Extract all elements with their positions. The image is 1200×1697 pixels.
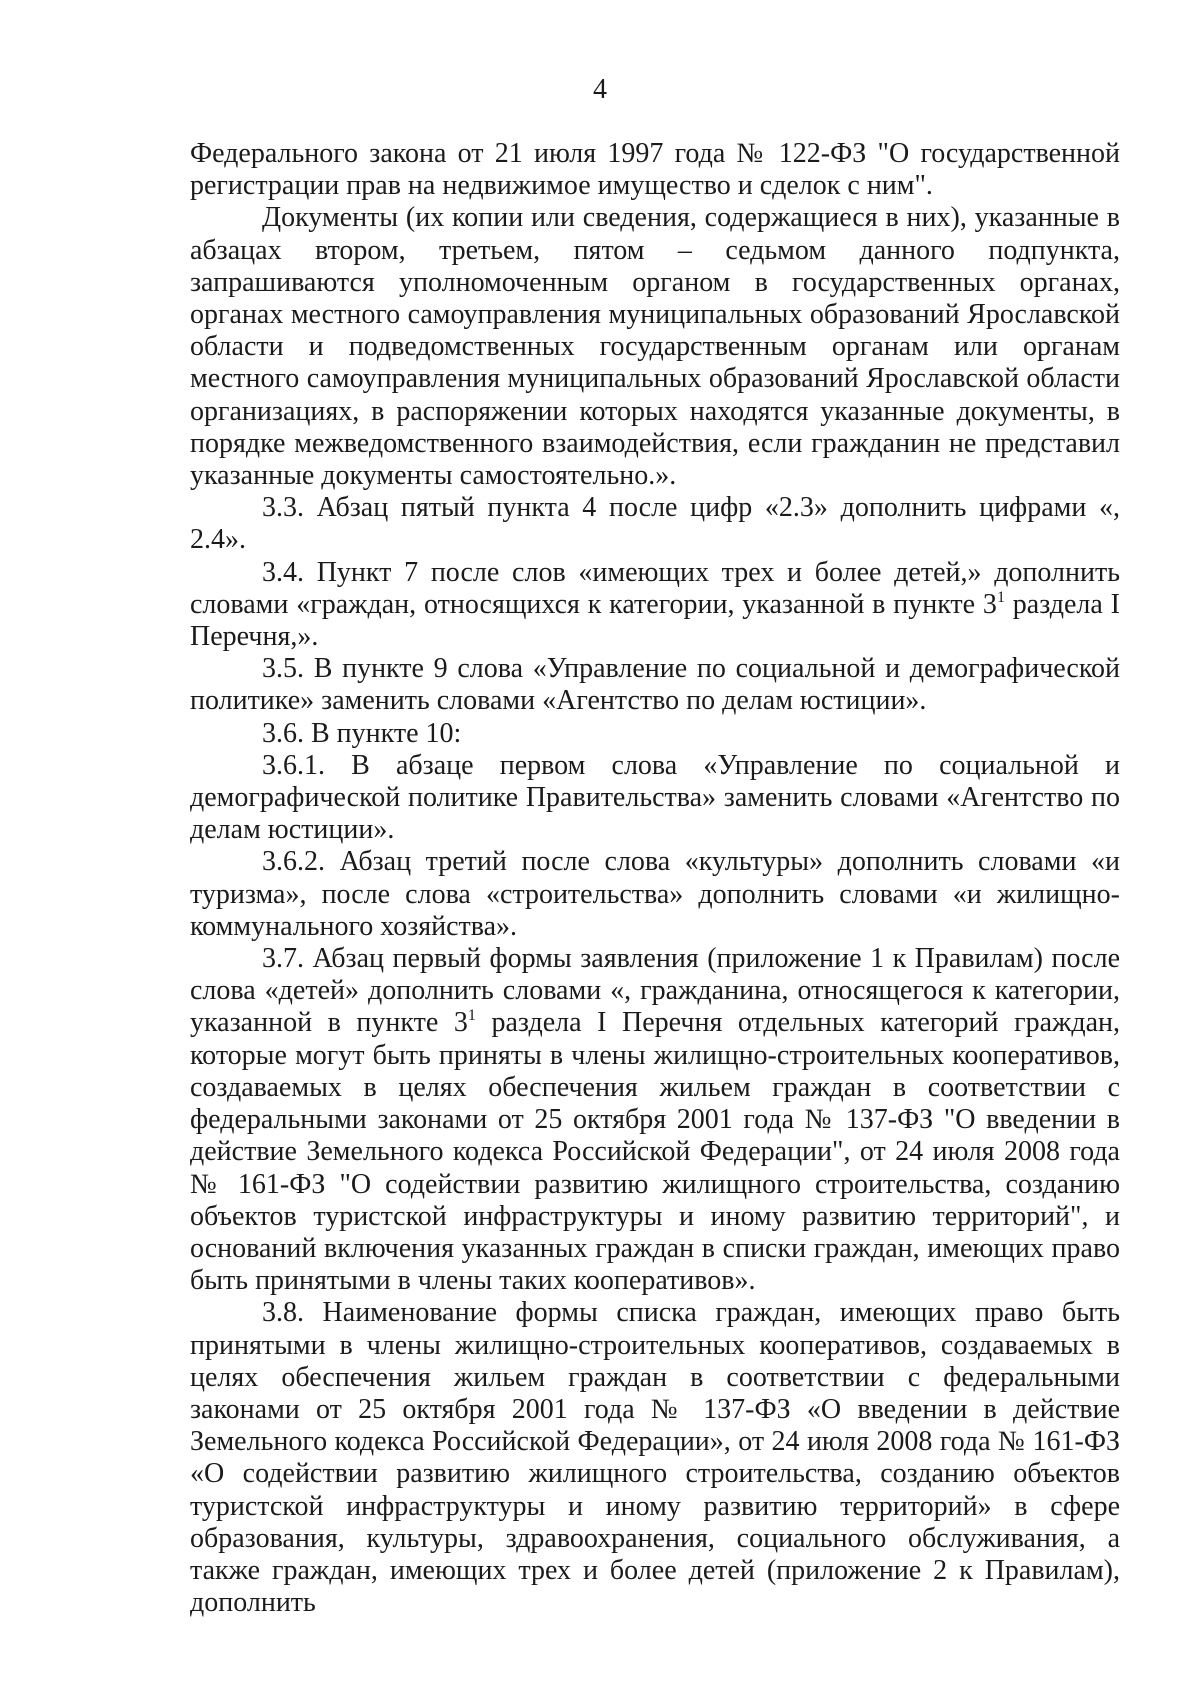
paragraph-3-4-superscript: 1 [996,588,1005,606]
paragraph-3-7-text-b: раздела I Перечня отдельных категорий граждан, которые могут быть приняты в члены жилищно-строительных кооперативов, создаваемых в целях обеспечения жильем граждан в соответствии с федеральными законами от 25 октября 2001 года № 137-ФЗ "О введении в действие Земельного кодекса Российской Федерации", от 24 июля 2008 года № 161-ФЗ "О содействии развитию жилищного строительства, созданию объектов туристской инфраструктуры и иному развитию территорий", и оснований включения указанных граждан в списки граждан, имеющих право быть принятыми в члены таких кооперативов». [190,1007,1121,1297]
paragraph-3-4-text-b: раздела I Перечня,». [190,588,1120,653]
paragraph-3-8: 3.8. Наименование формы списка граждан, имеющих право быть принятыми в члены жилищно-строительных кооперативов, создаваемых в целях обеспечения жильем граждан в соответствии с федеральными законами от 25 октября 2001 года № 137-ФЗ «О введении в действие Земельного кодекса Российской Федерации», от 24 июля 2008 года № 161-ФЗ «О содействии развитию жилищного строительства, созданию объектов туристской инфраструктуры и иному развитию территорий» в сфере образования, культуры, здравоохранения, социального обслуживания, а также граждан, имеющих трех и более детей (приложение 2 к Правилам), дополнить [190,1297,1120,1619]
paragraph-3-3: 3.3. Абзац пятый пункта 4 после цифр «2.3» дополнить цифрами «, 2.4». [190,492,1120,556]
document-body [190,138,1120,1619]
paragraph-3-6-2: 3.6.2. Абзац третий после слова «культуры» дополнить словами «и туризма», после слова «строительства» дополнить словами «и жилищно-коммунального хозяйства». [190,846,1120,942]
paragraph-3-4-text-a: 3.4. Пункт 7 после слов «имеющих трех и более детей,» дополнить словами «граждан, относящихся к категории, указанной в пункте 3 [190,556,1120,620]
paragraph-law-reference-continuation: Федерального закона от 21 июля 1997 года № 122-ФЗ "О государственной регистрации прав на недвижимое имущество и сделок с ним". [190,138,1120,202]
paragraph-3-5: 3.5. В пункте 9 слова «Управление по социальной и демографической политике» заменить словами «Агентство по делам юстиции». [190,653,1120,717]
paragraph-documents-request: Документы (их копии или сведения, содержащиеся в них), указанные в абзацах втором, третьем, пятом – седьмом данного подпункта, запрашиваются уполномоченным органом в государственных органах, органах местного самоуправления муниципальных образований Ярославской области и подведомственных государственным органам или органам местного самоуправления муниципальных образований Ярославской области организациях, в распоряжении которых находятся указанные документы, в порядке межведомственного взаимодействия, если гражданин не представил указанные документы самостоятельно.». [190,202,1120,492]
paragraph-3-7 [190,943,1120,1297]
paragraph-3-6-1: 3.6.1. В абзаце первом слова «Управление по социальной и демографической политике Правительства» заменить словами «Агентство по делам юстиции». [190,749,1120,846]
paragraph-3-6: 3.6. В пункте 10: [262,717,462,749]
page-number: 4 [593,74,607,105]
paragraph-3-7-text-a: 3.7. Абзац первый формы заявления (приложение 1 к Правилам) после слова «детей» дополнить словами «, гражданина, относящегося к категории, указанной в пункте 3 [190,943,1120,1039]
paragraph-3-4 [190,557,1120,654]
paragraph-3-7-superscript: 1 [467,1007,476,1025]
